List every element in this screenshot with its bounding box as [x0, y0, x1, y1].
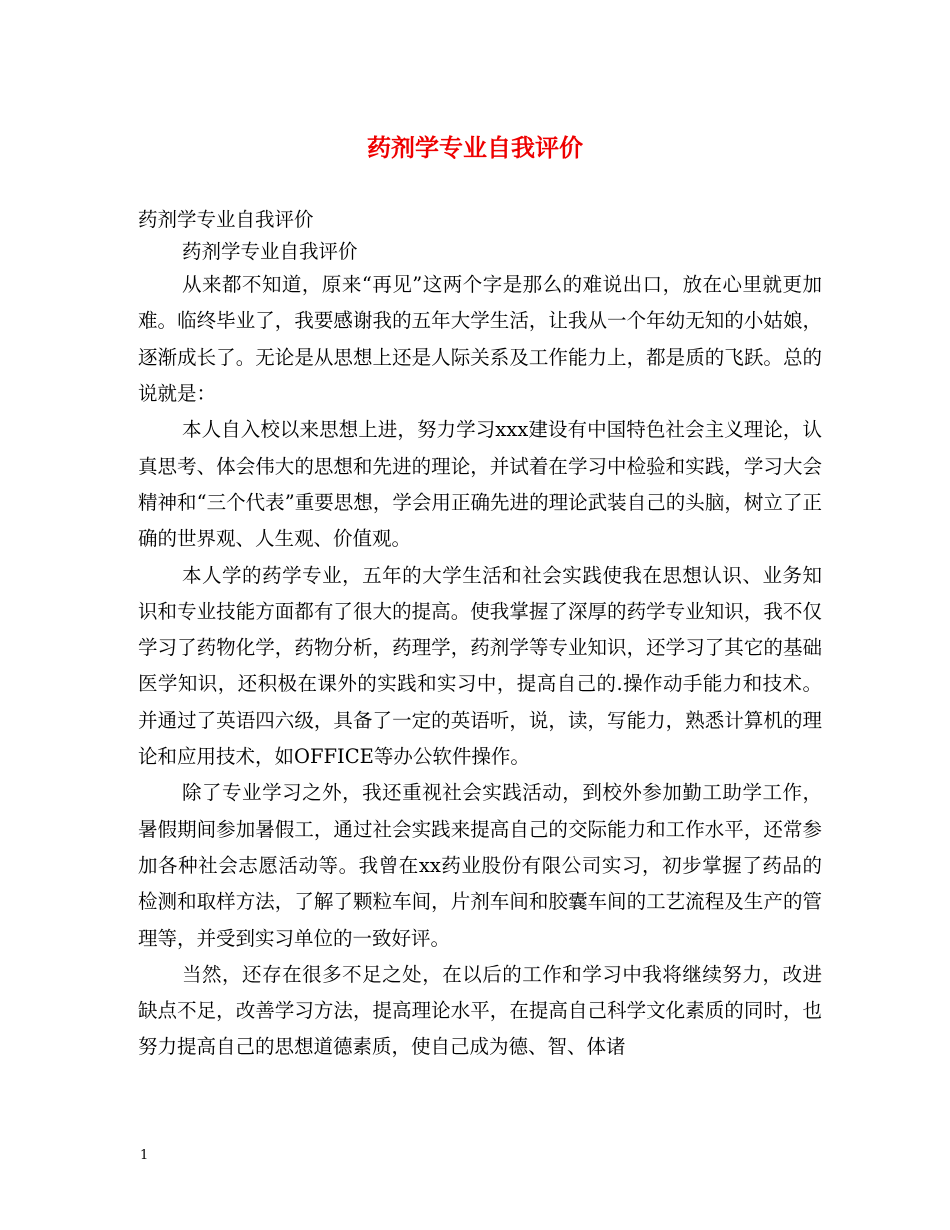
paragraph: 本人自入校以来思想上进，努力学习xxx建设有中国特色社会主义理论，认真思考、体会伟大的思想和先进的理论，并试着在学习中检验和实践，学习大会精神和“三个代表”重要思想，学会用正确先进的理论武装自己的头脑，树立了正确的世界观、人生观、价值观。	[138, 418, 822, 551]
document-title: 药剂学专业自我评价	[367, 133, 583, 162]
paragraph: 当然，还存在很多不足之处，在以后的工作和学习中我将继续努力，改进缺点不足，改善学习方法，提高理论水平，在提高自己科学文化素质的同时，也努力提高自己的思想道德素质，使自己成为德、智、体诸	[138, 962, 822, 1059]
paragraph: 从来都不知道，原来“再见”这两个字是那么的难说出口，放在心里就更加难。临终毕业了，我要感谢我的五年大学生活，让我从一个年幼无知的小姑娘，逐渐成长了。无论是从思想上还是人际关系及工作能力上，都是质的飞跃。总的说就是：	[138, 273, 822, 406]
paragraph: 除了专业学习之外，我还重视社会实践活动，到校外参加勤工助学工作，暑假期间参加暑假工，通过社会实践来提高自己的交际能力和工作水平，还常参加各种社会志愿活动等。我曾在xx药业股份有限公司实习，初步掌握了药品的检测和取样方法，了解了颗粒车间，片剂车间和胶囊车间的工艺流程及生产的管理等，并受到实习单位的一致好评。	[138, 781, 822, 950]
subheading-line: 药剂学专业自我评价	[182, 239, 358, 263]
document-body	[138, 204, 822, 1066]
paragraph: 本人学的药学专业，五年的大学生活和社会实践使我在思想认识、业务知识和专业技能方面都有了很大的提高。使我掌握了深厚的药学专业知识，我不仅学习了药物化学，药物分析，药理学，药剂学等专业知识，还学习了其它的基础医学知识，还积极在课外的实践和实习中，提高自己的.操作动手能力和技术。并通过了英语四六级，具备了一定的英语听，说，读，写能力，熟悉计算机的理论和应用技术，如OFFICE等办公软件操作。	[138, 563, 822, 769]
heading-line: 药剂学专业自我评价	[138, 208, 314, 231]
page-number: 1	[140, 1148, 149, 1163]
